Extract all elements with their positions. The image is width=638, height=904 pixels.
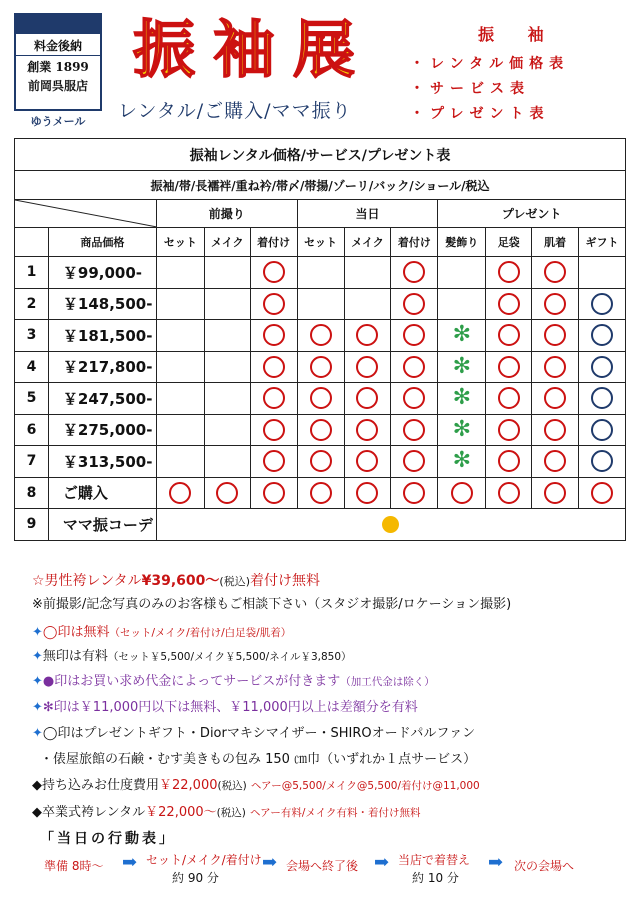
mark-cell	[297, 351, 344, 383]
red-circle-icon	[403, 387, 425, 409]
arrow-right-icon: ➡	[374, 852, 390, 873]
asterisk-icon: ✻	[452, 353, 471, 379]
blue-circle-icon	[591, 324, 613, 346]
mark-cell	[579, 257, 626, 289]
mark-cell	[250, 446, 297, 478]
table-row	[15, 320, 626, 352]
mark-cell	[297, 320, 344, 352]
mark-cell	[344, 414, 391, 446]
red-circle-icon	[544, 387, 566, 409]
note-hakama-label: ☆男性袴レンタル	[32, 573, 142, 589]
red-circle-icon	[451, 482, 473, 504]
mark-cell	[579, 351, 626, 383]
note-hakama-tax: (税込)	[219, 575, 250, 588]
red-circle-icon	[403, 482, 425, 504]
mark-cell	[391, 320, 438, 352]
note-grad-label: ◆卒業式袴レンタル	[32, 805, 146, 820]
mama-cell	[156, 509, 625, 541]
mark-cell	[297, 257, 344, 289]
mark-cell	[250, 320, 297, 352]
col-header: メイク	[204, 228, 250, 257]
col-header: 着付け	[391, 228, 438, 257]
red-circle-icon	[356, 356, 378, 378]
col-header: 肌着	[532, 228, 579, 257]
row-number: 1	[15, 257, 49, 289]
mark-cell	[344, 320, 391, 352]
mark-cell	[391, 351, 438, 383]
mark-cell	[438, 257, 486, 289]
yellow-dot-icon	[382, 516, 399, 533]
diagonal-line	[15, 200, 157, 227]
red-circle-icon	[498, 419, 520, 441]
mark-cell	[250, 477, 297, 509]
red-circle-icon	[544, 324, 566, 346]
mark-cell	[532, 320, 579, 352]
red-circle-icon	[310, 324, 332, 346]
mark-cell	[486, 446, 532, 478]
red-circle-icon	[263, 482, 285, 504]
mark-cell	[438, 414, 486, 446]
blue-circle-icon	[591, 450, 613, 472]
note-free-detail: （セット/メイク/着付け/白足袋/肌着）	[109, 627, 292, 639]
note-paid-detail: （セット￥5,500/メイク￥5,500/ネイル￥3,850）	[107, 651, 352, 663]
row-price: ￥275,000-	[48, 414, 156, 446]
mark-cell	[391, 383, 438, 415]
logo-band	[16, 15, 100, 34]
mark-cell	[486, 414, 532, 446]
mark-cell	[344, 288, 391, 320]
mark-cell	[532, 446, 579, 478]
red-circle-icon	[544, 261, 566, 283]
note-bring-label: ◆持ち込みお仕度費用	[32, 778, 159, 793]
note-hakama-free: 着付け無料	[250, 573, 320, 589]
mark-cell	[579, 320, 626, 352]
arrow-right-icon: ➡	[262, 852, 278, 873]
mark-cell	[344, 351, 391, 383]
red-circle-icon	[498, 324, 520, 346]
mark-cell	[532, 351, 579, 383]
price-header: 商品価格	[48, 228, 156, 257]
row-number: 4	[15, 351, 49, 383]
sparkle-icon: ✦	[32, 674, 43, 689]
mark-cell	[204, 320, 250, 352]
red-circle-icon	[169, 482, 191, 504]
blue-circle-icon	[591, 387, 613, 409]
red-circle-icon	[498, 387, 520, 409]
mark-cell	[250, 351, 297, 383]
blue-circle-icon	[591, 356, 613, 378]
mark-cell	[297, 477, 344, 509]
col-header: セット	[297, 228, 344, 257]
col-header: 足袋	[486, 228, 532, 257]
sparkle-icon: ✦	[32, 649, 43, 664]
page-subtitle: レンタル/ご購入/ママ振り	[118, 100, 352, 122]
mark-cell	[156, 320, 204, 352]
mark-cell	[344, 257, 391, 289]
table-row	[15, 257, 626, 289]
mark-cell	[250, 288, 297, 320]
mark-cell	[438, 446, 486, 478]
asterisk-icon: ✻	[452, 448, 471, 474]
col-header: 着付け	[250, 228, 297, 257]
mark-cell	[532, 288, 579, 320]
note-gift2: ・俵屋旅館の石鹸・むす美きもの包み 150 ㎝巾（いずれか１点サービス）	[40, 752, 477, 767]
col-header: 髪飾り	[438, 228, 486, 257]
col-header: セット	[156, 228, 204, 257]
note-paid	[32, 645, 352, 664]
row-price: ￥99,000-	[48, 257, 156, 289]
row-price: ￥247,500-	[48, 383, 156, 415]
mark-cell	[579, 414, 626, 446]
red-circle-icon	[310, 450, 332, 472]
sparkle-icon: ✦	[32, 625, 43, 640]
red-circle-icon	[356, 450, 378, 472]
table-row	[15, 288, 626, 320]
mark-cell	[297, 288, 344, 320]
mark-cell	[486, 351, 532, 383]
mark-cell	[204, 446, 250, 478]
red-circle-icon	[403, 261, 425, 283]
mark-cell	[391, 288, 438, 320]
flow-step5: 次の会場へ	[514, 859, 575, 873]
row-number: 3	[15, 320, 49, 352]
flow-step3: 会場へ終了後	[286, 859, 359, 873]
mark-cell	[438, 320, 486, 352]
row-price: ￥181,500-	[48, 320, 156, 352]
red-circle-icon	[263, 261, 285, 283]
logo-sub: ゆうメール	[30, 115, 86, 128]
red-circle-icon	[544, 482, 566, 504]
mark-cell	[250, 383, 297, 415]
mark-cell	[486, 477, 532, 509]
note-gift	[32, 722, 475, 741]
row-number: 5	[15, 383, 49, 415]
note-free	[32, 621, 291, 640]
red-circle-icon	[263, 293, 285, 315]
note-grad-detail: ヘアー有料/メイク有料・着付け無料	[250, 807, 421, 819]
mark-cell	[156, 383, 204, 415]
mark-cell	[391, 477, 438, 509]
sparkle-icon: ✦	[32, 700, 43, 715]
menu-item-rental: ・レンタル価格表	[410, 56, 570, 72]
flow-step2: セット/メイク/着付け	[146, 853, 262, 867]
mark-cell	[532, 383, 579, 415]
mark-cell	[579, 288, 626, 320]
red-circle-icon	[263, 387, 285, 409]
table-row	[15, 509, 626, 541]
red-circle-icon	[591, 482, 613, 504]
diagonal-cell	[15, 200, 157, 228]
red-circle-icon	[310, 419, 332, 441]
red-circle-icon	[216, 482, 238, 504]
red-circle-icon	[310, 482, 332, 504]
mark-cell	[438, 383, 486, 415]
red-circle-icon	[498, 482, 520, 504]
note-service	[32, 670, 435, 689]
mark-cell	[344, 446, 391, 478]
note-bring-tax: (税込)	[217, 780, 247, 792]
red-circle-icon	[544, 293, 566, 315]
mark-cell	[204, 477, 250, 509]
note-bring-price: ￥22,000	[159, 778, 218, 793]
red-circle-icon	[310, 387, 332, 409]
row-number: 7	[15, 446, 49, 478]
note-asterisk	[32, 696, 418, 715]
mark-cell	[438, 351, 486, 383]
mark-cell	[297, 414, 344, 446]
red-circle-icon	[544, 450, 566, 472]
red-circle-icon	[498, 450, 520, 472]
table-row	[15, 477, 626, 509]
mark-cell	[156, 288, 204, 320]
red-circle-icon	[498, 261, 520, 283]
table-caption: 振袖レンタル価格/サービス/プレゼント表	[15, 139, 626, 171]
mark-cell	[486, 257, 532, 289]
row-price: ￥313,500-	[48, 446, 156, 478]
logo-box	[14, 13, 102, 111]
red-circle-icon	[263, 450, 285, 472]
red-circle-icon	[356, 387, 378, 409]
note-hakama	[32, 570, 320, 590]
mark-cell	[532, 414, 579, 446]
col-header: メイク	[344, 228, 391, 257]
mark-cell	[297, 383, 344, 415]
note-consult: ※前撮影/記念写真のみのお客様もご相談下さい（スタジオ撮影/ロケーション撮影)	[32, 597, 512, 612]
note-service-detail: （加工代金は除く）	[340, 676, 435, 688]
flow-step1: 準備 8時～	[44, 859, 104, 873]
red-circle-icon	[544, 356, 566, 378]
mark-cell	[486, 383, 532, 415]
red-circle-icon	[263, 356, 285, 378]
red-circle-icon	[310, 356, 332, 378]
row-price: ￥148,500-	[48, 288, 156, 320]
group-present: プレゼント	[438, 200, 626, 228]
mark-cell	[438, 288, 486, 320]
mark-cell	[250, 414, 297, 446]
group-maedori: 前撮り	[156, 200, 297, 228]
blue-circle-icon	[591, 419, 613, 441]
logo-line3: 前岡呉服店	[27, 79, 88, 93]
note-bring	[32, 774, 480, 793]
flow-step2-time: 約 90 分	[172, 871, 219, 885]
mark-cell	[579, 446, 626, 478]
page-title: 振袖展	[133, 13, 374, 86]
note-bring-detail: ヘアー@5,500/メイク@5,500/着付け@11,000	[250, 780, 480, 792]
mark-cell	[204, 257, 250, 289]
row-number: 6	[15, 414, 49, 446]
mark-cell	[344, 477, 391, 509]
note-service-label: ●印はお買い求め代金によってサービスが付きます	[42, 674, 341, 689]
menu-head: 振 袖	[478, 25, 558, 44]
mark-cell	[579, 477, 626, 509]
note-free-label: ◯印は無料	[42, 625, 110, 640]
logo-line1: 料金後納	[16, 37, 100, 56]
mark-cell	[250, 257, 297, 289]
note-hakama-price: ¥39,600～	[141, 573, 220, 589]
mark-cell	[532, 257, 579, 289]
mark-cell	[204, 383, 250, 415]
row-number: 9	[15, 509, 49, 541]
mark-cell	[391, 414, 438, 446]
mark-cell	[156, 414, 204, 446]
mark-cell	[204, 351, 250, 383]
flow-step4: 当店で着替え	[398, 853, 471, 867]
red-circle-icon	[403, 419, 425, 441]
arrow-right-icon: ➡	[488, 852, 504, 873]
row-price: ご購入	[48, 477, 156, 509]
mark-cell	[297, 446, 344, 478]
table-row	[15, 414, 626, 446]
red-circle-icon	[403, 356, 425, 378]
note-asterisk-text: ✻印は￥11,000円以下は無料、￥11,000円以上は差額分を有料	[42, 700, 418, 715]
mark-cell	[486, 320, 532, 352]
mark-cell	[391, 446, 438, 478]
red-circle-icon	[263, 324, 285, 346]
table-row	[15, 383, 626, 415]
note-paid-label: 無印は有料	[42, 649, 108, 664]
logo-line2: 創業 1899	[27, 60, 89, 74]
table-row	[15, 446, 626, 478]
red-circle-icon	[403, 293, 425, 315]
col-header: ギフト	[579, 228, 626, 257]
row-price: ￥217,800-	[48, 351, 156, 383]
group-tojitsu: 当日	[297, 200, 438, 228]
red-circle-icon	[498, 356, 520, 378]
mark-cell	[204, 414, 250, 446]
mark-cell	[579, 383, 626, 415]
red-circle-icon	[403, 450, 425, 472]
table-row	[15, 351, 626, 383]
mark-cell	[391, 257, 438, 289]
menu-item-service: ・サービス表	[410, 81, 530, 97]
mark-cell	[156, 351, 204, 383]
note-graduation	[32, 801, 421, 820]
price-table	[14, 138, 626, 541]
schedule-title: 「当日の行動表」	[40, 831, 176, 847]
asterisk-icon: ✻	[452, 322, 471, 348]
mark-cell	[532, 477, 579, 509]
table-items-line: 振袖/帯/長襦袢/重ね衿/帯〆/帯揚/ゾーリ/バック/ショール/税込	[15, 171, 626, 200]
red-circle-icon	[498, 293, 520, 315]
red-circle-icon	[403, 324, 425, 346]
menu-item-present: ・プレゼント表	[410, 106, 550, 122]
red-circle-icon	[356, 324, 378, 346]
asterisk-icon: ✻	[452, 416, 471, 442]
red-circle-icon	[356, 482, 378, 504]
red-circle-icon	[544, 419, 566, 441]
row-number: 2	[15, 288, 49, 320]
mark-cell	[486, 288, 532, 320]
mark-cell	[438, 477, 486, 509]
arrow-right-icon: ➡	[122, 852, 138, 873]
sparkle-icon: ✦	[32, 726, 43, 741]
mark-cell	[156, 257, 204, 289]
flow-step4-time: 約 10 分	[412, 871, 459, 885]
mark-cell	[156, 446, 204, 478]
blue-circle-icon	[591, 293, 613, 315]
asterisk-icon: ✻	[452, 385, 471, 411]
mark-cell	[156, 477, 204, 509]
red-circle-icon	[356, 419, 378, 441]
red-circle-icon	[263, 419, 285, 441]
row-number: 8	[15, 477, 49, 509]
mark-cell	[204, 288, 250, 320]
row-price: ママ振コーデ	[48, 509, 156, 541]
note-grad-tax: (税込)	[216, 807, 246, 819]
no-header	[15, 228, 49, 257]
note-grad-price: ￥22,000～	[145, 805, 217, 820]
mark-cell	[344, 383, 391, 415]
note-gift-text: ◯印はプレゼントギフト・Diorマキシマイザー・SHIROオードパルファン	[42, 726, 476, 741]
